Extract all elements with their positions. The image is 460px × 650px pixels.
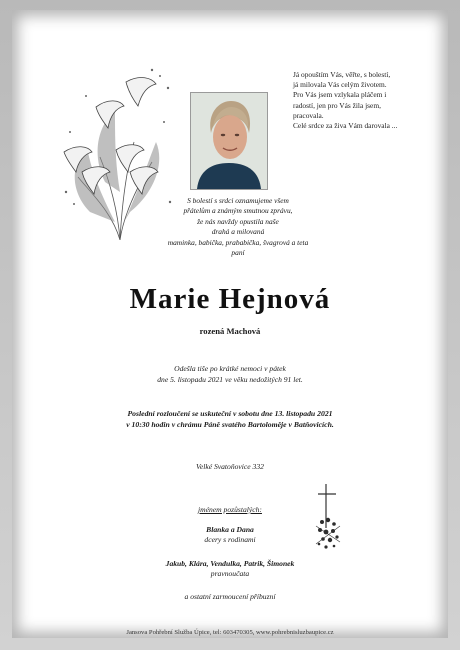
death-notice [90,364,370,385]
funeral-details [60,408,400,430]
announcement-line: S bolestí s srdci oznamujeme všem [187,196,289,205]
deceased-name: Marie Hejnová [129,283,331,315]
greatgrandchildren-names: Jakub, Klára, Vendulka, Patrik, Šimonek [165,559,295,568]
greatgrandchildren-relation: pravnoučata [210,569,250,579]
daughters-relation: dcery s rodinami [204,535,256,545]
poem-line: radostí, jen pro Vás žila jsem, [293,100,381,110]
poem-line: Celé srdce za živa Vám darovala ... [293,121,398,131]
funeral-line: Poslední rozloučení se uskuteční v sobotu dne 13. listopadu 2021 [127,409,333,418]
announcement-line: přátelům a známým smutnou zprávu, [183,206,293,216]
poem-line: já milovala Vás celým životem. [293,80,387,90]
portrait-photo [190,92,268,190]
poem-line: Já opouštím Vás, věřte, s bolestí, [293,70,391,79]
announcement-line: že nás navždy opustila naše [197,216,279,226]
announcement-line: paní [231,248,245,258]
announcement-line: maminka, babička, prababička, švagrová a teta [167,237,309,247]
address: Velké Svatoňovice 332 [196,462,264,471]
death-notice-line: dne 5. listopadu 2021 ve věku nedožitých 91 let. [157,374,303,384]
mourners-title: jménem pozůstalých: [198,505,262,514]
poem-line: pracovala. [293,110,324,120]
poem-line: Pro Vás jsem vzlykala pláčem i [293,90,387,100]
mourners-group-greatgrandchildren [100,559,360,580]
announcement-text [130,196,346,258]
death-notice-line: Odešla tiše po krátké nemoci v pátek [174,364,286,373]
daughters-names: Blanka a Dana [206,525,254,534]
announcement-line: drahá a milovaná [211,227,265,237]
funeral-line: v 10:30 hodin v chrámu Páně svatého Bartoloměje v Batňovicích. [126,420,334,429]
mourners-group-daughters [100,525,360,546]
maiden-name: rozená Machová [199,326,261,336]
poem-verse [293,70,443,131]
funeral-service-footer: Jansova Pohřební Služba Úpice, tel: 603470305, www.pohrebnisluzbaupice.cz [126,629,334,636]
other-relatives: a ostatní zarmoucení příbuzní [184,592,276,601]
